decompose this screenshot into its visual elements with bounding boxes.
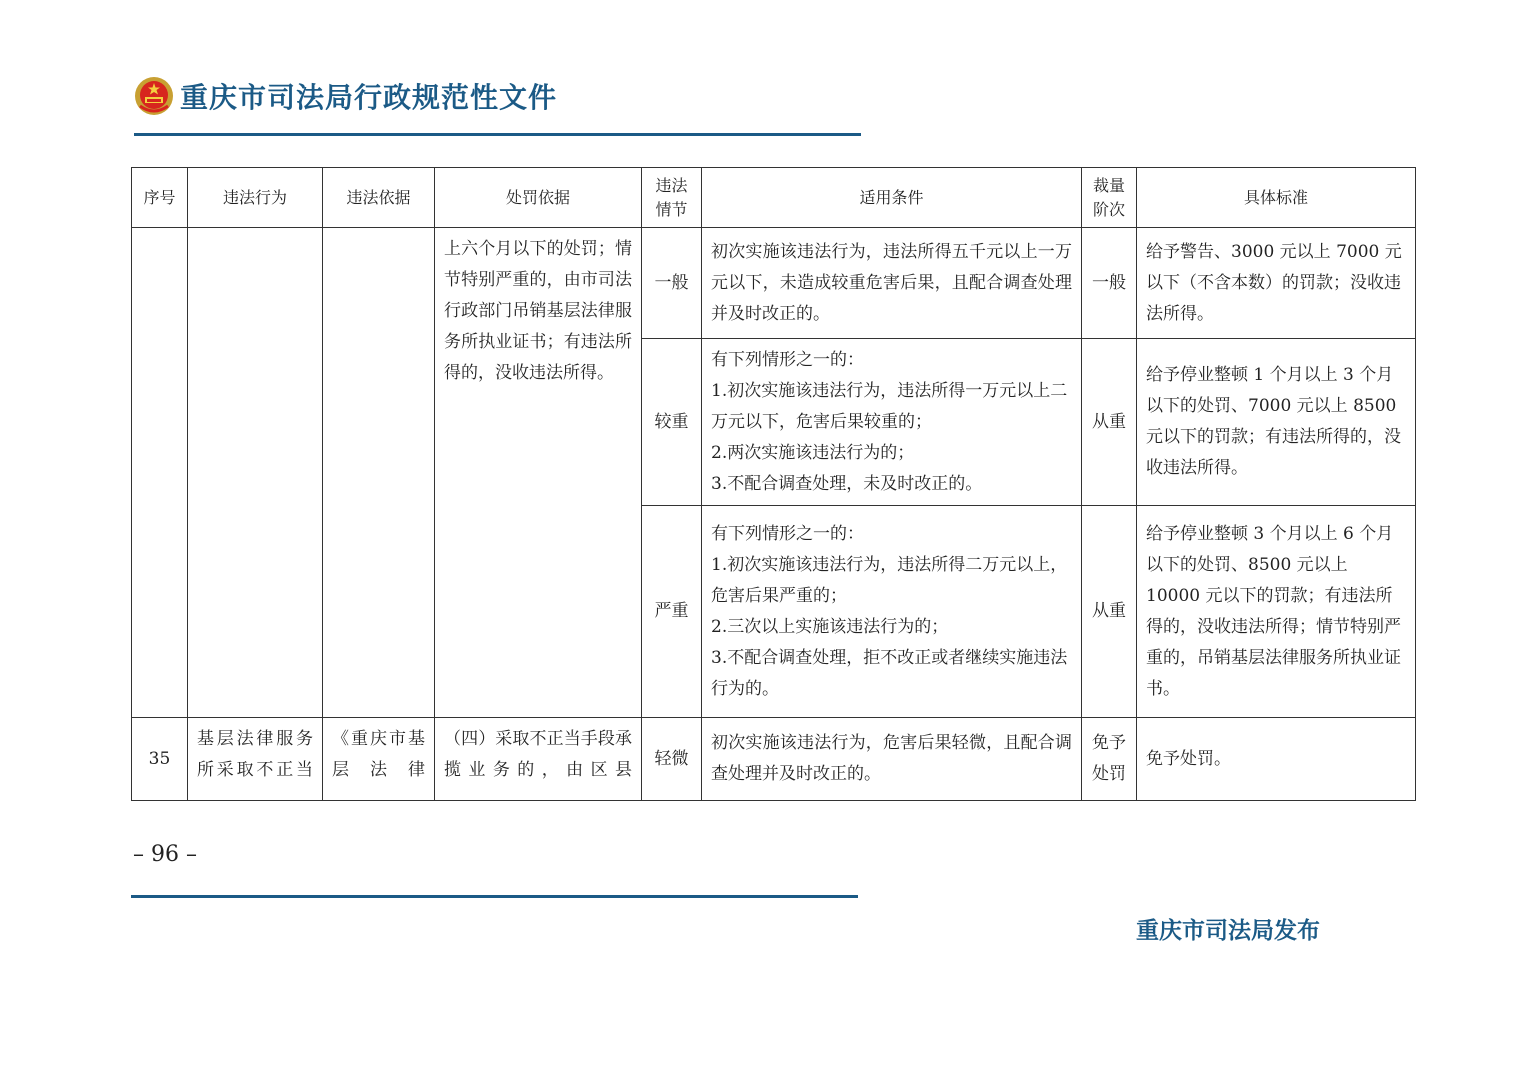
cell-severity: 一般 — [642, 228, 702, 339]
cell-standard: 给予停业整顿 3 个月以上 6 个月以下的处罚、8500 元以上 10000 元以下的罚款；有违法所得的，没收违法所得；情节特别严重的，吊销基层法律服务所执业证书。 — [1137, 506, 1416, 718]
cell-severity: 轻微 — [642, 718, 702, 801]
penalty-discretion-table — [131, 167, 1416, 801]
cell-no: 35 — [132, 718, 188, 801]
cell-condition — [702, 339, 1082, 506]
cell-severity: 严重 — [642, 506, 702, 718]
cell-basis: （四）采取不正当手段承揽业务的，由区县 — [435, 718, 642, 801]
column-header-standard: 具体标准 — [1137, 168, 1416, 228]
cell-basis-continued: 上六个月以下的处罚；情节特别严重的，由市司法行政部门吊销基层法律服务所执业证书；有违法所得的，没收违法所得。 — [435, 228, 642, 718]
column-header-severity: 违法 情节 — [642, 168, 702, 228]
condition-line: 1.初次实施该违法行为，违法所得二万元以上，危害后果严重的； — [711, 554, 1068, 606]
condition-line: 2.两次实施该违法行为的； — [711, 442, 915, 463]
cell-standard: 给予警告、3000 元以上 7000 元以下（不含本数）的罚款；没收违法所得。 — [1137, 228, 1416, 339]
column-header-act: 违法行为 — [188, 168, 323, 228]
header-divider — [134, 133, 861, 136]
page-header — [134, 76, 557, 116]
cell-standard: 免予处罚。 — [1137, 718, 1416, 801]
cell-level: 从重 — [1082, 506, 1137, 718]
cell-level: 一般 — [1082, 228, 1137, 339]
cell-level: 从重 — [1082, 339, 1137, 506]
page-number: – 96 – — [133, 842, 197, 867]
column-header-law: 违法依据 — [323, 168, 435, 228]
cell-condition — [702, 506, 1082, 718]
condition-line: 有下列情形之一的： — [711, 523, 864, 544]
cell-condition: 初次实施该违法行为，违法所得五千元以上一万元以下，未造成较重危害后果，且配合调查处理并及时改正的。 — [702, 228, 1082, 339]
condition-line: 有下列情形之一的： — [711, 349, 864, 370]
table-header-row — [132, 168, 1416, 228]
cell-condition: 初次实施该违法行为，危害后果轻微，且配合调查处理并及时改正的。 — [702, 718, 1082, 801]
condition-line: 3.不配合调查处理，未及时改正的。 — [711, 473, 983, 494]
column-header-basis: 处罚依据 — [435, 168, 642, 228]
condition-line: 3.不配合调查处理，拒不改正或者继续实施违法行为的。 — [711, 647, 1068, 699]
cell-law: 《重庆市基层法律 — [323, 718, 435, 801]
condition-line: 1.初次实施该违法行为，违法所得一万元以上二万元以下，危害后果较重的； — [711, 380, 1068, 432]
cell-act-continued — [188, 228, 323, 718]
cell-severity: 较重 — [642, 339, 702, 506]
footer-divider — [131, 895, 858, 898]
column-header-level: 裁量 阶次 — [1082, 168, 1137, 228]
document-series-title: 重庆市司法局行政规范性文件 — [180, 81, 558, 114]
cell-law-continued — [323, 228, 435, 718]
cell-act: 基层法律服务所采取不正当 — [188, 718, 323, 801]
column-header-condition: 适用条件 — [702, 168, 1082, 228]
cell-level: 免予 处罚 — [1082, 718, 1137, 801]
condition-line: 2.三次以上实施该违法行为的； — [711, 616, 949, 637]
publisher-label: 重庆市司法局发布 — [1136, 918, 1320, 944]
cell-standard: 给予停业整顿 1 个月以上 3 个月以下的处罚、7000 元以上 8500 元以下的罚款；有违法所得的，没收违法所得。 — [1137, 339, 1416, 506]
table-row — [132, 228, 1416, 339]
national-emblem-icon — [134, 76, 174, 116]
table-row — [132, 718, 1416, 801]
column-header-no: 序号 — [132, 168, 188, 228]
cell-no-continued — [132, 228, 188, 718]
